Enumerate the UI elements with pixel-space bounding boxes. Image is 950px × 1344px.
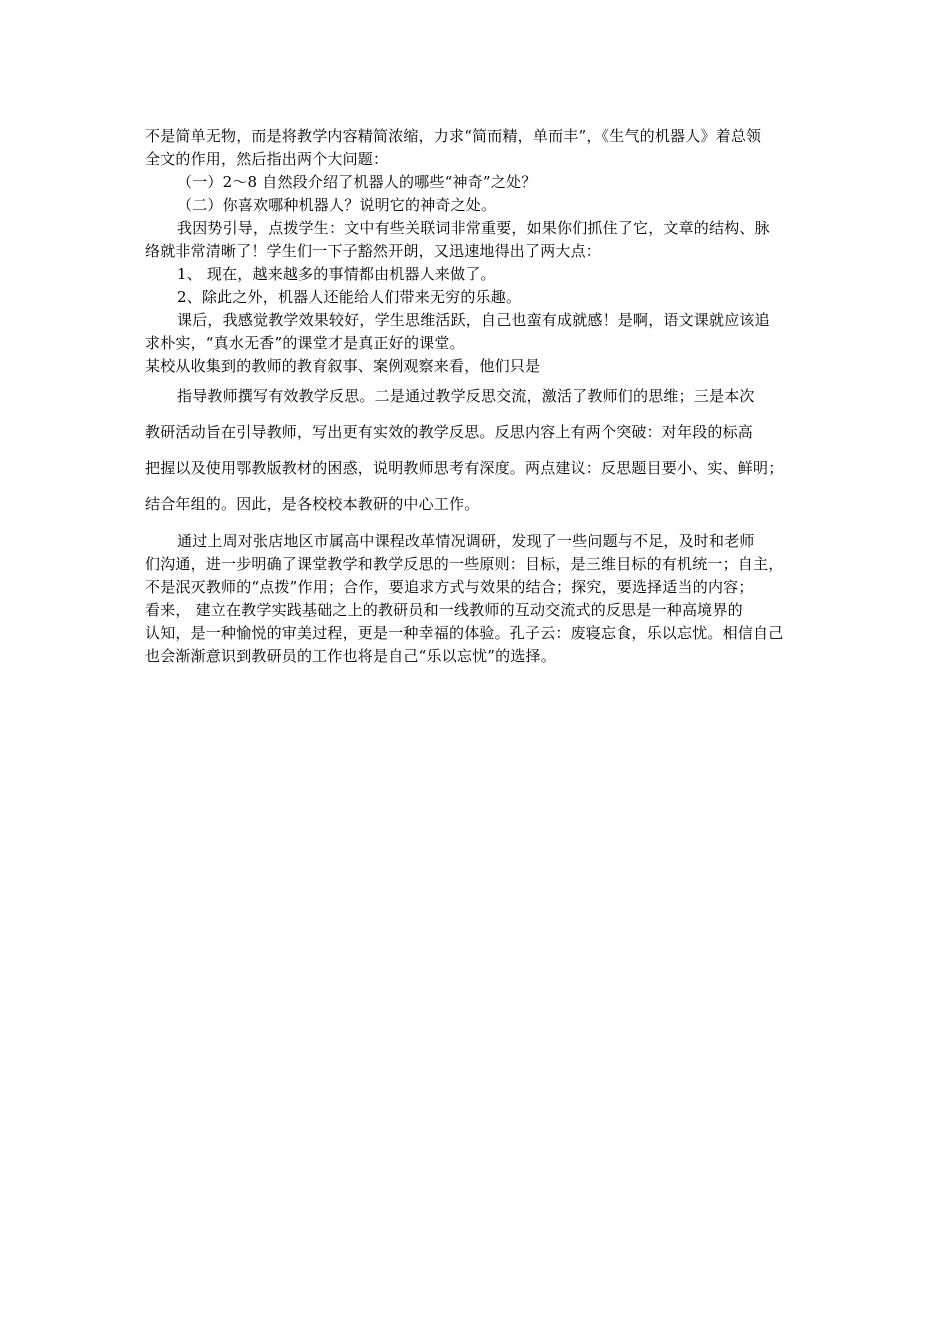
text-line: （一）2～8 自然段介绍了机器人的哪些“神奇”之处？ [177, 173, 537, 191]
text-line: 教研活动旨在引导教师，写出更有实效的教学反思。反思内容上有两个突破：对年段的标高 [145, 423, 754, 441]
text-line: 也会渐渐意识到教研员的工作也将是自己“乐以忘忧”的选择。 [145, 647, 556, 665]
text-line: 1、 现在，越来越多的事情都由机器人来做了。 [177, 265, 496, 283]
text-line: 结合年组的。因此，是各校校本教研的中心工作。 [145, 495, 480, 513]
text-line: 不是泯灭教师的“点拨”作用；合作，要追求方式与效果的结合；探究，要选择适当的内容； [145, 578, 754, 596]
text-line: 通过上周对张店地区市属高中课程改革情况调研，发现了一些问题与不足，及时和老师 [177, 532, 755, 550]
text-line: （二）你喜欢哪种机器人？说明它的神奇之处。 [177, 196, 497, 214]
text-line: 们沟通，进一步明确了课堂教学和教学反思的一些原则：目标，是三维目标的有机统一；自主， [145, 555, 784, 573]
text-line: 2、除此之外，机器人还能给人们带来无穷的乐趣。 [177, 288, 522, 306]
text-line: 把握以及使用鄂教版教材的困惑，说明教师思考有深度。两点建议：反思题目要小、实、鲜明； [145, 459, 784, 477]
text-line: 全文的作用，然后指出两个大问题： [145, 150, 389, 168]
text-line: 求朴实，“真水无香”的课堂才是真正好的课堂。 [145, 334, 465, 352]
document-body [145, 125, 810, 668]
text-line: 我因势引导，点拨学生：文中有些关联词非常重要，如果你们抓住了它，文章的结构、脉 [177, 219, 770, 237]
text-line: 某校从收集到的教师的教育叙事、案例观察来看，他们只是 [145, 357, 541, 375]
text-line: 不是简单无物，而是将教学内容精简浓缩，力求“简而精，单而丰”，《生气的机器人》着总领 [145, 127, 762, 145]
text-line: 认知，是一种愉悦的审美过程，更是一种幸福的体验。孔子云：废寝忘食，乐以忘忧。相信自己 [145, 624, 784, 642]
text-line: 指导教师撰写有效教学反思。二是通过教学反思交流，激活了教师们的思维；三是本次 [177, 387, 755, 405]
text-line: 络就非常清晰了！学生们一下子豁然开朗，又迅速地得出了两大点： [145, 242, 602, 260]
text-line: 课后，我感觉教学效果较好，学生思维活跃，自己也蛮有成就感！是啊，语文课就应该追 [177, 311, 770, 329]
text-line: 看来， 建立在教学实践基础之上的教研员和一线教师的互动交流式的反思是一种高境界的 [145, 601, 743, 619]
